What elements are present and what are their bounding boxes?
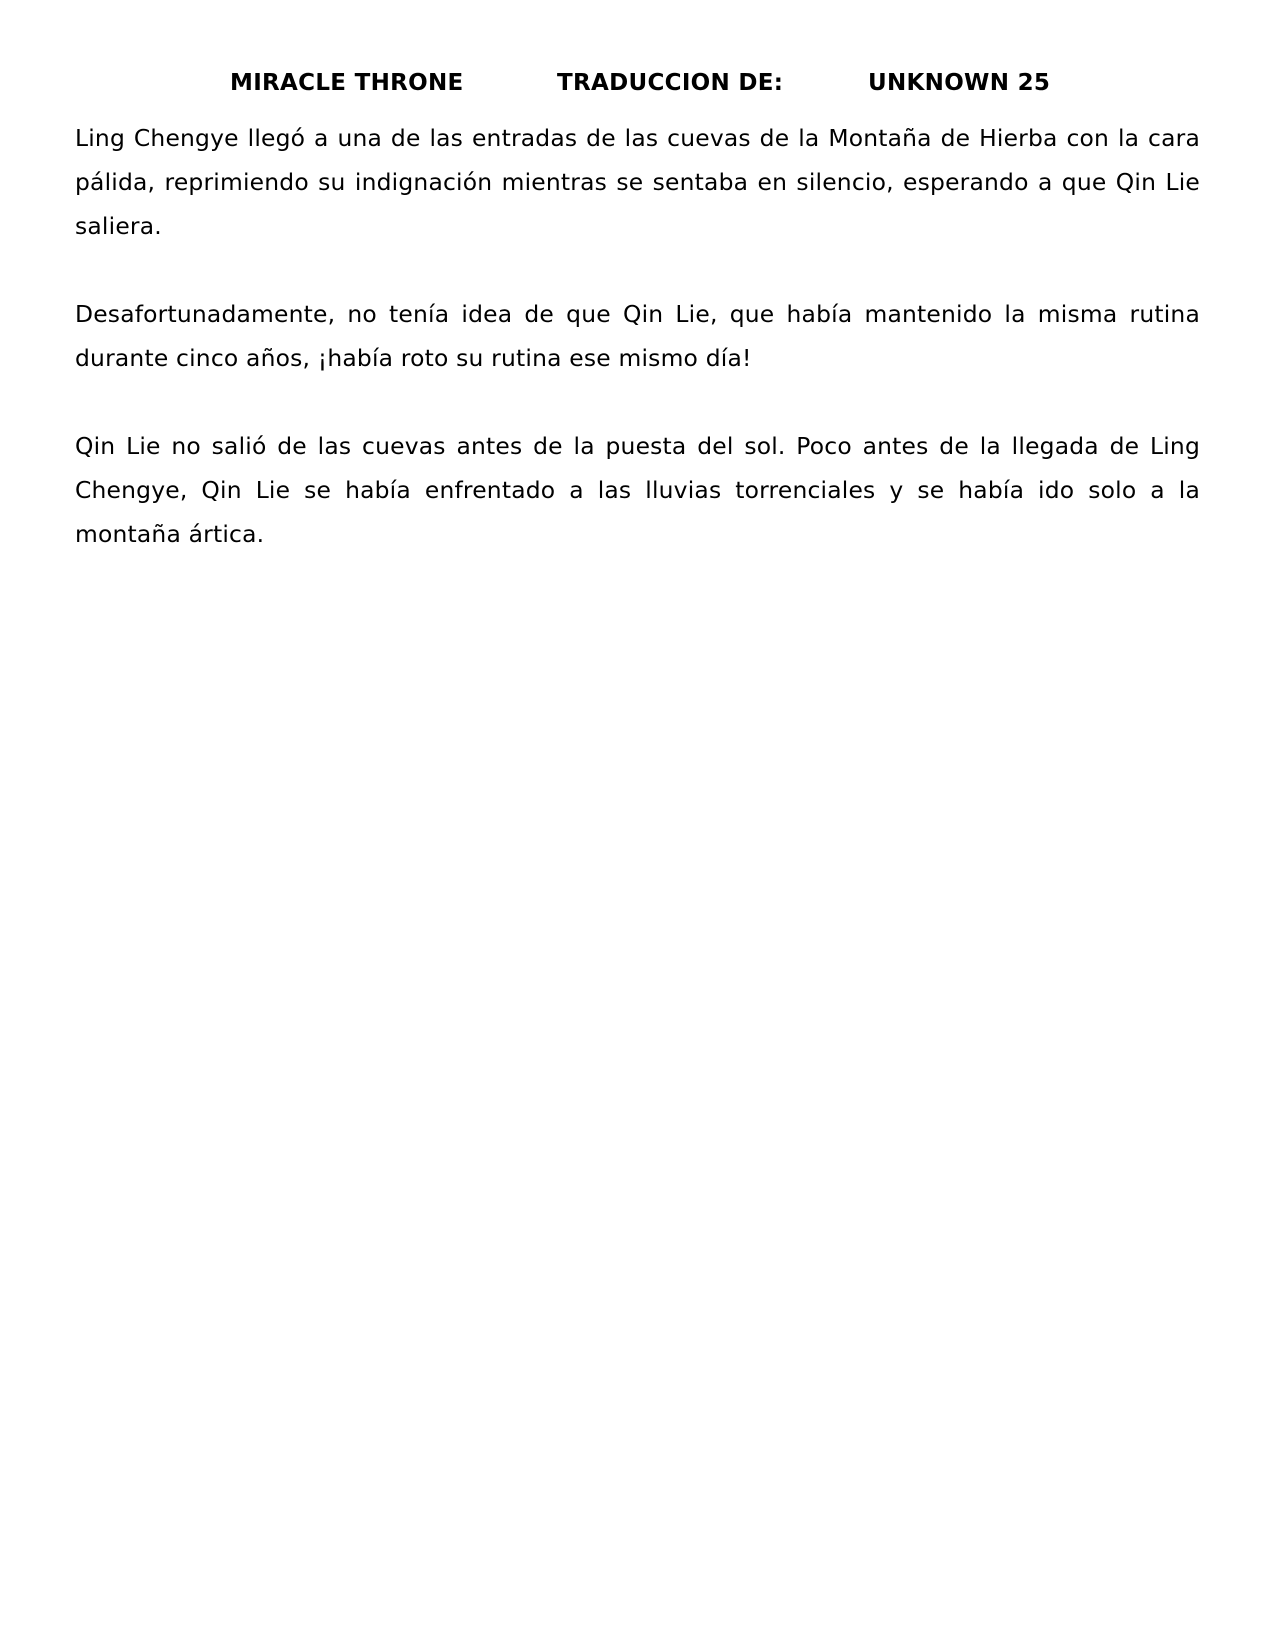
novel-title: MIRACLE THRONE <box>230 70 464 96</box>
paragraph: Qin Lie no salió de las cuevas antes de la puesta del sol. Poco antes de la llegada de Ling Chengye, Qin Lie se había enfrentado a las lluvias torrenciales y se había ido solo a la montaña ártica. <box>75 432 1200 548</box>
document-body <box>75 116 1200 600</box>
translator-name: UNKNOWN 25 <box>868 70 1051 96</box>
paragraph: Ling Chengye llegó a una de las entradas de las cuevas de la Montaña de Hierba con la cara pálida, reprimiendo su indignación mientras se sentaba en silencio, esperando a que Qin Lie saliera. <box>75 124 1200 240</box>
page-header <box>0 70 1275 110</box>
translation-label: TRADUCCION DE: <box>557 70 784 96</box>
paragraph: Desafortunadamente, no tenía idea de que Qin Lie, que había mantenido la misma rutina durante cinco años, ¡había roto su rutina ese mismo día! <box>75 300 1200 372</box>
